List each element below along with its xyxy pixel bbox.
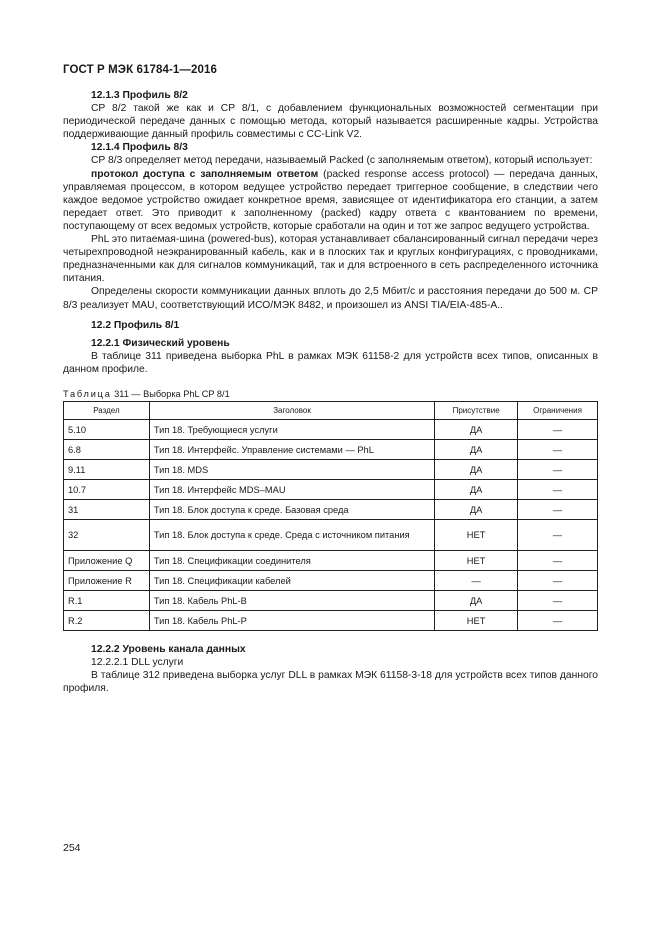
cell-section: 10.7 <box>64 480 150 500</box>
column-header-title: Заголовок <box>149 402 434 420</box>
table-row <box>64 571 598 591</box>
paragraph-phl: PhL это питаемая-шина (powered-bus), которая устанавливает сбалансированный сигнал передачи через четырехпроводной неэкранированный кабель, как и в плоских так и круглых конфигурациях, с проводниками, предназначенными как для сигналов коммуникаций, так и для встроенного в сеть распределенного источника питания. <box>63 234 598 285</box>
table-row <box>64 460 598 480</box>
cell-presence: НЕТ <box>435 520 518 551</box>
paragraph-packed-protocol <box>63 168 598 233</box>
definition-packed-protocol: (packed response access protocol) — передача данных, управляемая процессом, в котором ведущее устройство передает триггерное сообщение, в следствии чего каждое ведомое устройство ожидает конкретное время, зависящее от идентификатора его станции, а затем передает ответ. Это приводит к заполненному (packed) кадру ответа с квантованием по времени, поступающему от всех ведомых устройств, которые сработали на один и тот же запрос ведущего устройства. <box>63 168 598 232</box>
cell-presence: НЕТ <box>435 611 518 631</box>
table-row <box>64 611 598 631</box>
cell-constraints: — <box>518 440 598 460</box>
heading-12-1-4: 12.1.4 Профиль 8/3 <box>91 142 188 154</box>
heading-12-2: 12.2 Профиль 8/1 <box>91 319 180 331</box>
cell-presence: ДА <box>435 440 518 460</box>
cell-presence: ДА <box>435 420 518 440</box>
cell-title: Тип 18. Блок доступа к среде. Базовая среда <box>149 500 434 520</box>
table-row <box>64 480 598 500</box>
column-header-presence: Присутствие <box>435 402 518 420</box>
paragraph-12-1-3: CP 8/2 такой же как и CP 8/1, с добавлением функциональных возможностей сегментации при периодической передаче данных с помощью метода, который называется расширенные кадры. Устройства поддерживающие данный профиль совместимы с CC-Link V2. <box>63 103 598 141</box>
cell-constraints: — <box>518 500 598 520</box>
subheading-12-2-2-1: 12.2.2.1 DLL услуги <box>91 657 184 669</box>
cell-title: Тип 18. MDS <box>149 460 434 480</box>
table-caption-text: 311 — Выборка PhL CP 8/1 <box>111 388 230 399</box>
cell-presence: ДА <box>435 460 518 480</box>
heading-12-2-1: 12.2.1 Физический уровень <box>91 337 230 349</box>
document-header: ГОСТ Р МЭК 61784-1—2016 <box>63 64 217 76</box>
table-row <box>64 591 598 611</box>
term-packed-protocol: протокол доступа с заполняемым ответом <box>91 168 319 180</box>
table-row <box>64 551 598 571</box>
cell-section: R.2 <box>64 611 150 631</box>
heading-12-1-3: 12.1.3 Профиль 8/2 <box>91 90 188 101</box>
table-caption-prefix: Таблица <box>63 388 112 399</box>
paragraph-12-1-4-intro: CP 8/3 определяет метод передачи, называемый Packed (с заполняемым ответом), который использует: <box>91 155 593 167</box>
cell-presence: ДА <box>435 591 518 611</box>
cell-constraints: — <box>518 480 598 500</box>
cell-presence: ДА <box>435 480 518 500</box>
cell-title: Тип 18. Спецификации соединителя <box>149 551 434 571</box>
cell-title: Тип 18. Кабель PhL-P <box>149 611 434 631</box>
table-row <box>64 520 598 551</box>
cell-section: 31 <box>64 500 150 520</box>
cell-constraints: — <box>518 591 598 611</box>
cell-title: Тип 18. Требующиеся услуги <box>149 420 434 440</box>
table-row <box>64 500 598 520</box>
cell-constraints: — <box>518 551 598 571</box>
cell-section: 9.11 <box>64 460 150 480</box>
cell-section: 5.10 <box>64 420 150 440</box>
document-body <box>63 89 598 695</box>
table-header-row <box>64 402 598 420</box>
cell-presence: — <box>435 571 518 591</box>
cell-title: Тип 18. Блок доступа к среде. Среда с источником питания <box>149 520 434 551</box>
column-header-constraints: Ограничения <box>518 402 598 420</box>
cell-section: 32 <box>64 520 150 551</box>
cell-constraints: — <box>518 520 598 551</box>
table-311 <box>63 401 598 631</box>
table-caption <box>63 388 598 401</box>
cell-constraints: — <box>518 420 598 440</box>
cell-presence: ДА <box>435 500 518 520</box>
paragraph-12-2-2-1: В таблице 312 приведена выборка услуг DLL в рамках МЭК 61158-3-18 для устройств всех типов данного профиля. <box>63 670 598 695</box>
table-row <box>64 440 598 460</box>
table-row <box>64 420 598 440</box>
column-header-section: Раздел <box>64 402 150 420</box>
cell-section: Приложение R <box>64 571 150 591</box>
cell-section: 6.8 <box>64 440 150 460</box>
cell-constraints: — <box>518 571 598 591</box>
cell-constraints: — <box>518 460 598 480</box>
cell-section: Приложение Q <box>64 551 150 571</box>
cell-title: Тип 18. Интерфейс MDS–MAU <box>149 480 434 500</box>
cell-title: Тип 18. Интерфейс. Управление системами — PhL <box>149 440 434 460</box>
paragraph-12-2-1: В таблице 311 приведена выборка PhL в рамках МЭК 61158-2 для устройств всех типов, описанных в данном профиле. <box>63 350 598 375</box>
cell-title: Тип 18. Спецификации кабелей <box>149 571 434 591</box>
cell-presence: НЕТ <box>435 551 518 571</box>
cell-title: Тип 18. Кабель PhL-B <box>149 591 434 611</box>
cell-constraints: — <box>518 611 598 631</box>
page-number: 254 <box>63 842 81 854</box>
cell-section: R.1 <box>64 591 150 611</box>
heading-12-2-2: 12.2.2 Уровень канала данных <box>91 644 246 656</box>
paragraph-speeds: Определены скорости коммуникации данных вплоть до 2,5 Мбит/с и расстояния передачи до 500 м. CP 8/3 реализует MAU, соответствующий ИСО/МЭК 8482, и произошел из ANSI TIA/EIA-485-A.. <box>63 286 598 311</box>
